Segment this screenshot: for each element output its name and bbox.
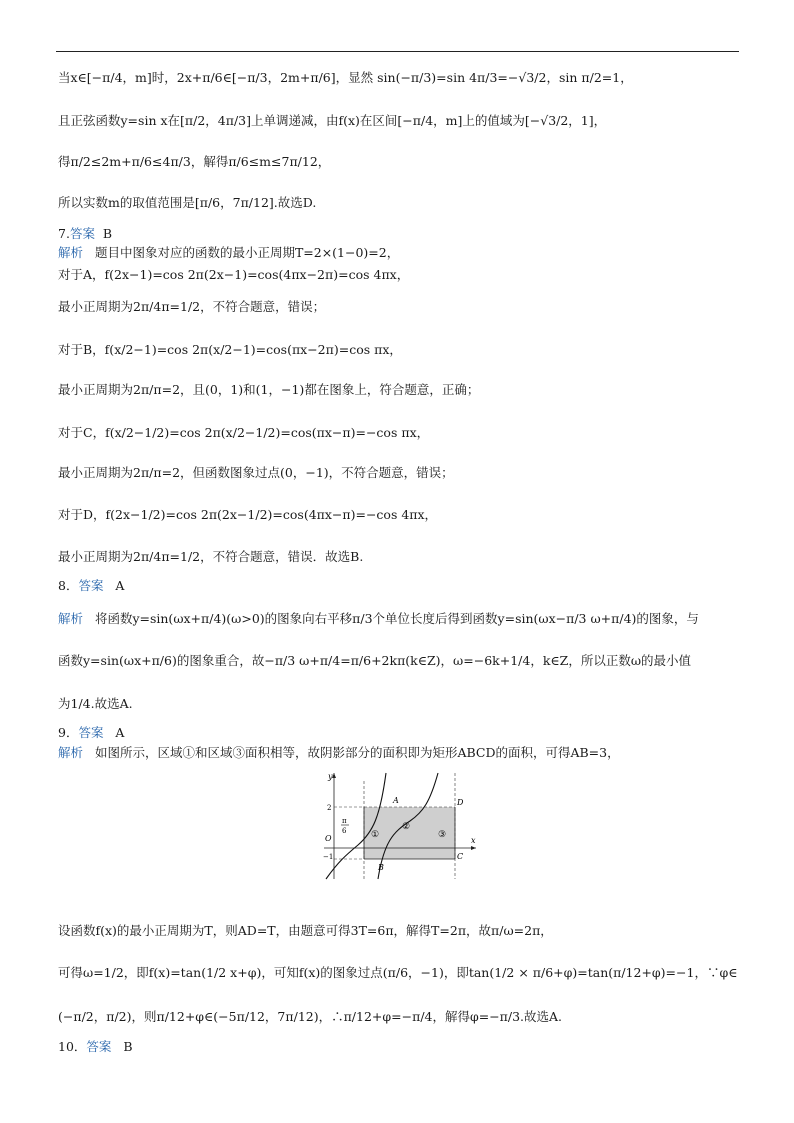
q8-answer-line — [58, 577, 124, 595]
y-axis-arrow — [332, 773, 336, 778]
text-line: 对于B，f(x/2−1)=cos 2π(x/2−1)=cos(πx−2π)=cos πx， — [58, 342, 402, 357]
text-line: 对于C，f(x/2−1/2)=cos 2π(x/2−1/2)=cos(πx−π)=−cos πx， — [58, 425, 430, 440]
text-line: 题目中图象对应的函数的最小正周期T=2×(1−0)=2， — [94, 245, 400, 260]
text-line: 将函数y=sin(ωx+π/4)(ω>0)的图象向右平移π/3个单位长度后得到函数y=sin(ωx−π/3 ω+π/4)的图象，与 — [94, 611, 699, 626]
q8-explanation-line — [58, 610, 699, 628]
text-line: 最小正周期为2π/4π=1/2，不符合题意，错误； — [58, 299, 326, 314]
answer-value: B — [123, 1039, 133, 1054]
question-number: 8． — [58, 578, 79, 593]
explanation-label: 解析 — [58, 745, 84, 760]
answer-value: B — [102, 226, 113, 241]
explanation-label: 解析 — [58, 611, 84, 626]
text-line: 且正弦函数y=sin x在[π/2，4π/3]上单调递减，由f(x)在区间[−π/4，m]上的值域为[−√3/2，1]， — [58, 113, 607, 128]
origin-label: O — [325, 834, 332, 843]
point-a-label: A — [393, 796, 399, 805]
text-line: 如图所示，区域①和区域③面积相等，故阴影部分的面积即为矩形ABCD的面积，可得AB=3， — [94, 745, 620, 760]
text-line: 所以实数m的取值范围是[π/6，7π/12].故选D. — [58, 195, 317, 210]
q9-answer-line — [58, 724, 124, 742]
x-axis-label: x — [471, 836, 476, 845]
frac-6-label: 6 — [342, 827, 347, 835]
text-line: 设函数f(x)的最小正周期为T，则AD=T，由题意可得3T=6π，解得T=2π，故π/ω=2π， — [58, 923, 553, 938]
x-axis-arrow — [471, 846, 476, 850]
text-line: 为1/4.故选A. — [58, 696, 133, 711]
region-3-label: ③ — [438, 830, 447, 840]
q7-explanation-line — [58, 244, 399, 262]
q9-explanation-line — [58, 744, 620, 762]
explanation-label: 解析 — [58, 245, 84, 260]
point-c-label: C — [457, 852, 464, 861]
text-line: 最小正周期为2π/π=2，且(0，1)和(1，−1)都在图象上，符合题意，正确； — [58, 382, 480, 397]
answer-value: A — [115, 578, 125, 593]
frac-pi-label: π — [342, 817, 347, 825]
text-line: 函数y=sin(ωx+π/6)的图象重合，故−π/3 ω+π/4=π/6+2kπ(k∈Z)，ω=−6k+1/4，k∈Z，所以正数ω的最小值 — [58, 653, 692, 668]
y-axis-label: y — [328, 772, 333, 781]
text-line: 当x∈[−π/4，m]时，2x+π/6∈[−π/3，2m+π/6]，显然 sin(−π/3)=sin 4π/3=−√3/2，sin π/2=1， — [58, 70, 633, 85]
text-line: 可得ω=1/2，即f(x)=tan(1/2 x+φ)，可知f(x)的图象过点(π/6，−1)，即tan(1/2 × π/6+φ)=tan(π/12+φ)=−1，∵φ∈ — [58, 965, 738, 980]
question-number: 10． — [58, 1039, 87, 1054]
answer-label: 答案 — [78, 725, 104, 740]
header-rule — [56, 51, 739, 52]
text-line: 最小正周期为2π/π=2，但函数图象过点(0，−1)，不符合题意，错误； — [58, 465, 454, 480]
text-line: 得π/2≤2m+π/6≤4π/3，解得π/6≤m≤7π/12， — [58, 154, 331, 169]
question-number: 9． — [58, 725, 79, 740]
text-line: 最小正周期为2π/4π=1/2，不符合题意，错误．故选B. — [58, 549, 364, 564]
answer-label: 答案 — [86, 1039, 112, 1054]
q10-answer-line — [58, 1038, 133, 1056]
answer-label: 答案 — [69, 226, 95, 241]
question-number: 7. — [58, 226, 70, 241]
text-line: 对于A，f(2x−1)=cos 2π(2x−1)=cos(4πx−2π)=cos 4πx， — [58, 267, 410, 282]
text-line: (−π/2，π/2)，则π/12+φ∈(−5π/12，7π/12)，∴π/12+φ=−π/4，解得φ=−π/3.故选A. — [58, 1009, 563, 1024]
tick-2-label: 2 — [327, 804, 332, 812]
region-2-label: ② — [402, 822, 411, 832]
point-d-label: D — [457, 798, 464, 807]
tick-neg1-label: −1 — [323, 853, 334, 861]
tangent-area-figure — [318, 767, 480, 881]
answer-label: 答案 — [78, 578, 104, 593]
text-line: 对于D，f(2x−1/2)=cos 2π(2x−1/2)=cos(4πx−π)=−cos 4πx， — [58, 507, 438, 522]
region-1-label: ① — [371, 830, 380, 840]
point-b-label: B — [378, 863, 384, 872]
q7-answer-line — [58, 225, 112, 243]
answer-value: A — [115, 725, 125, 740]
